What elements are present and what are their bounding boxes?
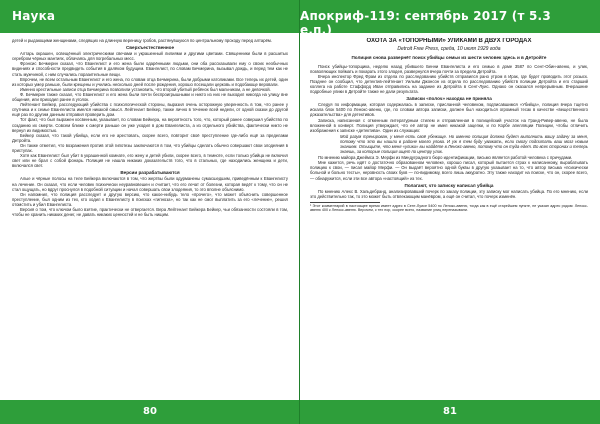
subheading: Полагают, что записку написал убийца bbox=[404, 182, 494, 188]
paragraph: Мне кажется, речь идёт о достаточно образованном человеке, хорошо писал, который пытается страх к написанному, вырабатывать полицию к свои, — писал майор Мерфи. — Он выдаёт вероятно одной буквы в другую указывает на то, что автор письма «психически больной и больно тесты», неровность своих букв — по-видимому, всего лишь аккуратно. Эту также находит на поиске, что он, скорее всего, — обнаружится, если эти все автора «настоящий» из тех. bbox=[310, 160, 588, 181]
paragraph: Алые и чёрные полосы на теле Бейкера включаются в том, что жертвы были одурманены сумасшедшим, приведённым к Евангелисту на лечение. Он сказал, что если человек психически неуравновешен и считает, что его лечат от болезни, которая ведёт к тому, что он не стал ощущать, но вдруг проснулся в подобной ситуации и начал совершать свои злодеяния, то это вполне объяснимо. bbox=[12, 176, 288, 192]
paragraph: Записка, написанная с отменным литературным стилем и отправленная в полицейский участок на Гранд-Ривер-авеню, не была вложенной в конверт. Полиция утверждает, что её автор не имел никакой зацепки, и по Корбе апелляции Полиции, чтобы отличить изображения к записке «детектива». Один из служащих: bbox=[310, 117, 588, 133]
footnote-divider bbox=[310, 202, 380, 203]
paragraph: Поиск убийцы-топорщика, неделю назад убившего Бенни Евангелиста и его семью в доме 3587 по Сент-Обин-авеню, и улик, позволяющих поймать и покарать этого злодея, развернулся вчера почти за предела Детройта. bbox=[310, 63, 588, 74]
paragraph: По мнению майора Джеймса Э. Мерфи из Миндуградного бюро идентификации, письмо является работой человека с причудами. bbox=[318, 155, 573, 161]
right-page-body bbox=[310, 38, 588, 392]
paragraph: Ф. Бечмерин также сказал, что Евангелист и его жена были почти беспроигрышными и никто из них не выходил никогда на улицу вне общения, или приходил ранее в уголок. bbox=[12, 91, 288, 103]
right-page bbox=[300, 0, 600, 424]
left-page-header bbox=[0, 0, 300, 33]
paragraph: Тот факт, что был выражен косвенным, указывает, по словам Бейкера, на вероятность того, что, который ранее совершил убийство по созданию их смерти. Совсем ближе к смерти раньше он уже уходил в дом Евангелиста, а из отдельного убийства, фактически никто не вернул их видимостью. bbox=[12, 117, 288, 133]
article-subtitle: Полиция снова развернёт поиск убийцы семьи из шести человек здесь и в Детройте bbox=[351, 55, 547, 60]
paragraph: Именно крестильные записи отца Бечмерина позволили установить, что второй убитый ребёнок был мальчиком, а не девочкой. bbox=[20, 86, 271, 92]
paragraph: Впрочем, не всем остальным Евангелист и его жена, по словам отца Бечмерина, были добрыми католиками. Все теперь их детей, один из которых умер раньше, были крещены и учились несколько дней после рождения, хорошо посещали церковь и подобающе веровали. bbox=[12, 76, 288, 87]
paragraph: детей и рыдающими женщинами, следящих на длинную вереницу гробов, растянувшуюся по центральному проходу перед алтарём. bbox=[12, 38, 272, 43]
right-page-header bbox=[300, 0, 600, 37]
right-page-footer bbox=[300, 400, 600, 424]
subheading: Версии разрабатываются bbox=[120, 170, 180, 176]
paragraph: Бейкер сказал, что такой убийца, если его не арестовать, скорее всего, повторит своё преступление где-либо ещё за пределами Детройта. bbox=[12, 132, 288, 143]
subheading: Записки «полоч» находка не приняла bbox=[406, 96, 492, 102]
paragraph: Фрэнсис Бечмерин сказал, что Евангелист и его жена были одарёнными людьми, они оба рассказывали ему о своих необычных видениях и способности предвидеть события в далёком будущем. Евангелист, по словам Бечмерина, вызывал дождь, и перед тем как не стать мужчиной, с ним случались поразительные вещи. bbox=[12, 61, 288, 77]
paragraph: Он напомнил, что полиция расследует и другую версию, что какое-нибудь тело «прочего», что может объяснить совершенное преступление, был одним из тех, кто ходил к Евангелисту в поисках «гипноза», но так как не смог выплатить за его «лечение», решил отомстить и убил Евангелиста. bbox=[12, 191, 288, 207]
article-title: ОХОТА ЗА «ТОПОРНЫМИ» УЛИКАМИ В ДВУХ ГОРОДАХ bbox=[366, 38, 532, 44]
subheading: Сверхъестественное bbox=[125, 45, 175, 51]
article-byline: Detroit Free Press, среда, 10 июля 1929 года bbox=[397, 46, 501, 52]
paragraph: Вчера инспектор Фред Фрам из отдела по расследованию убийств отправился рано утром в Ирак, где будет проводить этот розыск. Позднее он сообщил, что детектив-лейтенант Уильям Джонсон из отдела по расследованию убийств полиции Детройта и его старший коллега на работе Стаффорд Иван отправились на задание из Детройта в Сент-Луис. Однако он оказался непрерывным. Вчерашние подробные улики в Детройте также не дали результата. bbox=[310, 73, 588, 95]
paragraph: Хотя как Евангелист был убит в украшенной комнате, его жену и детей убили, скорее всего, в темноте, если только убийца не включил свет или не брал с собой фонарь. Полиция не нашла никаких доказательств того, что в стальных, где находились женщина и дети, включался свет. bbox=[12, 153, 288, 169]
paragraph: Версия о том, что ключом было взятие, практически не отвергается. Вера Лейтенант Бейкера Бейкер, чьи обязанности состояли в том, чтобы не хранить никаких денег, не давать никаких ценностей и не быть нищим. bbox=[12, 207, 288, 218]
paragraph: Следуя по информации, которая содержалась в записке, присланной человеком, подписавшимся «Убийца», полиция вчера тщетно искала блок 5400 по Ленокс-авеню, где, по словам автора записки, должен был находиться огромный тесак в качестве «вещественного доказательства» для детективов. bbox=[310, 102, 588, 118]
page-number: 81 bbox=[443, 406, 457, 417]
left-page-body bbox=[12, 38, 288, 392]
left-page-footer bbox=[0, 400, 300, 424]
paragraph: Алтарь окрашен, освещённый электрическими свечами и украшенный лилиями и другими цветами. Священники были в расшитых серебром чёрных мантиях, облачаясь для погребальных месс. bbox=[12, 51, 288, 62]
paragraph: По мнению Алекс В. Хальдебранд, анализировавший почерк по заказу полиции, эту записку мог написать убийца. По его мнению, если это действительно так, то это может быть отвлекающим манёвром, а ещё он считал, что почерк изменён. bbox=[310, 188, 588, 199]
quote: Мой разум тренирован, у меня есть своё убежище. Но именно полиция должна будет выполнить вашу задачу за меня, потому что это вы нашли в районе моего улова. И уж я тем буду уважать, если смогу подпитать ваш мозг новым знанием. Отыщите, что меня «улики» вы найдёте в Ленокс-авеню, потому что он туда едет. Во всех сторонах и теперь знаешь, за которые полиция ищет по центру улик. bbox=[340, 133, 588, 155]
footnote: ¹ Этот комментарий в настоящее время имеет адрес в Сент-Луисе 5400 по Ленокс-авеню, тогда как в ещё старейшем пункте, не указан адрес рядом: Ленокс-авеню 400 к Ленокс-авеню. Впрочем, с тех пор, скорее всего, название улиц переназывали. bbox=[310, 203, 588, 213]
page-number: 80 bbox=[143, 406, 157, 417]
paragraph: Он также отметил, что возражения против этой гипотезы заключаются в том, что убийцы сделать обычно совершают свои злодеяния в приступах. bbox=[12, 142, 288, 153]
paragraph: Лейтенант Бейкер, расследующий убийства с психологической стороны, выразил очень осторожную уверенность в том, что ранее у спутника и к семье Евангелиста имелся никакой смысл. Лейтенант Бейкер, также лично в течение всей недели, от одной сказки до другой ещё раз по другим данным отправил проверить дом. bbox=[12, 102, 288, 118]
issue-title: Апокриф-119: сентябрь 2017 (т 5.3 е.п.) bbox=[300, 9, 551, 37]
left-section-title: Наука bbox=[12, 9, 56, 23]
